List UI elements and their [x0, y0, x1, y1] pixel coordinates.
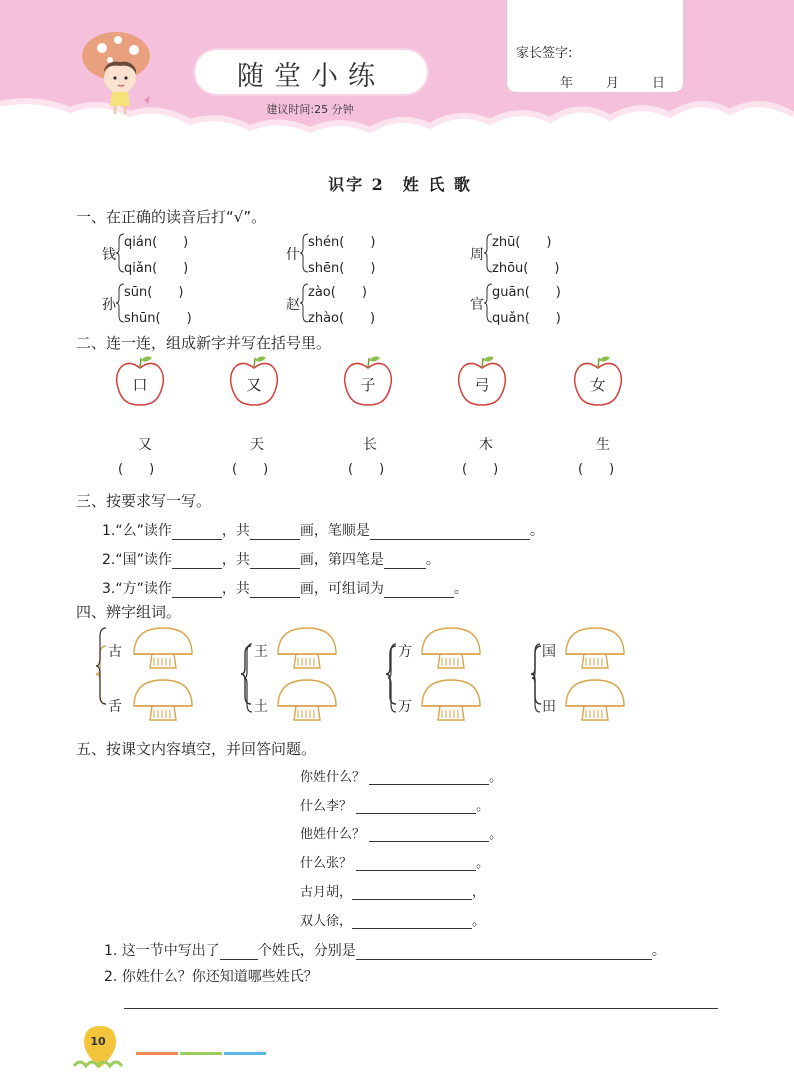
answer-blank[interactable]: [250, 525, 300, 540]
pinyin-option[interactable]: sūn( ): [124, 285, 184, 300]
poem-text: 。: [489, 827, 503, 842]
question-number: 1.: [102, 523, 116, 539]
group-char-bottom: 万: [398, 699, 412, 715]
pinyin-option[interactable]: qiǎn( ): [124, 261, 189, 276]
poem-text: ，: [472, 885, 486, 900]
group-char-top: 古: [108, 644, 122, 660]
lesson-title: 识字 2 姓 氏 歌: [328, 175, 472, 194]
poem-line: [300, 766, 502, 785]
group-char-top: 方: [398, 644, 412, 660]
answer-blank[interactable]: [250, 583, 300, 598]
question-text: ，共: [221, 581, 250, 597]
poem-line: [300, 881, 485, 900]
pinyin-option[interactable]: zào( ): [308, 285, 367, 300]
question-5-2: 2. 你姓什么？你还知道哪些姓氏？: [104, 969, 318, 985]
mushroom-icon: [274, 678, 340, 722]
date-day: 日: [652, 76, 666, 91]
group-char-bottom: 土: [254, 699, 268, 715]
answer-blank[interactable]: [384, 583, 454, 598]
date-year: 年: [560, 76, 574, 91]
part-char[interactable]: 又: [138, 437, 152, 453]
mushroom-icon: [130, 678, 196, 722]
apple-char[interactable]: 女: [590, 376, 606, 394]
part-char[interactable]: 天: [250, 437, 264, 453]
answer-paren[interactable]: ( ): [578, 462, 615, 477]
mushroom-icon: [562, 678, 628, 722]
pinyin-option[interactable]: zhào( ): [308, 311, 376, 326]
footer-stripe: [224, 1052, 266, 1055]
answer-blank[interactable]: [370, 525, 530, 540]
brace-icon: [244, 642, 254, 714]
question-text: 个姓氏，分别是: [257, 943, 356, 959]
pinyin-char: 钱: [102, 247, 116, 263]
answer-blank[interactable]: [369, 770, 489, 785]
poem-text: 什么张？: [300, 856, 353, 871]
answer-blank[interactable]: [352, 914, 472, 929]
answer-blank[interactable]: [384, 554, 426, 569]
part-char[interactable]: 木: [479, 437, 493, 453]
pinyin-option[interactable]: qián( ): [124, 235, 189, 250]
poem-text: 什么李？: [300, 799, 353, 814]
question-5-1: [104, 940, 666, 960]
poem-line: [300, 823, 502, 842]
apple-char[interactable]: 口: [132, 376, 148, 394]
mushroom-icon: [562, 626, 628, 670]
pinyin-option[interactable]: shén( ): [308, 235, 376, 250]
apple-char[interactable]: 子: [360, 376, 376, 394]
poem-text: 他姓什么？: [300, 827, 366, 842]
page-number: 10: [86, 1030, 110, 1054]
question-number: 2.: [102, 552, 116, 568]
poem-text: 。: [472, 914, 486, 929]
section2-heading: 二、连一连，组成新字并写在括号里。: [76, 334, 332, 352]
answer-blank[interactable]: [250, 554, 300, 569]
pinyin-option[interactable]: zhōu( ): [492, 261, 560, 276]
answer-blank[interactable]: [356, 856, 476, 871]
parent-sign-label: 家长签字:: [516, 46, 573, 61]
section1-heading: 一、在正确的读音后打“√”。: [76, 208, 267, 226]
answer-paren[interactable]: ( ): [462, 462, 499, 477]
brace-icon: [96, 624, 108, 708]
answer-blank[interactable]: [369, 827, 489, 842]
poem-text: 。: [476, 856, 490, 871]
poem-text: 。: [489, 770, 503, 785]
question-text: 。: [651, 943, 666, 959]
group-char-bottom: 舌: [108, 699, 122, 715]
poem-text: 。: [476, 799, 490, 814]
suggested-time: 建议时间:25 分钟: [266, 103, 354, 116]
group-char-bottom: 田: [542, 699, 556, 715]
question-3-1: [102, 520, 544, 540]
apple-char[interactable]: 弓: [474, 376, 490, 394]
answer-paren[interactable]: ( ): [232, 462, 269, 477]
poem-text: 古月胡，: [300, 885, 353, 900]
answer-line[interactable]: [124, 1008, 718, 1009]
question-text: 1. 这一节中写出了: [104, 943, 220, 959]
section3-heading: 三、按要求写一写。: [76, 492, 212, 510]
pinyin-char: 什: [286, 247, 300, 263]
answer-blank[interactable]: [220, 945, 258, 960]
poem-line: [300, 795, 489, 814]
pinyin-option[interactable]: quǎn( ): [492, 311, 561, 326]
section4-heading: 四、辨字组词。: [76, 603, 182, 621]
question-text: “方”读作: [115, 581, 172, 597]
footer-stripe: [180, 1052, 222, 1055]
page-title: 随堂小练: [237, 61, 385, 92]
apple-char[interactable]: 又: [246, 376, 262, 394]
answer-blank[interactable]: [172, 554, 222, 569]
part-char[interactable]: 长: [363, 437, 377, 453]
mushroom-icon: [274, 626, 340, 670]
question-3-3: [102, 578, 468, 598]
section5-heading: 五、按课文内容填空，并回答问题。: [76, 740, 317, 758]
pinyin-char: 孙: [102, 297, 116, 313]
question-text: 。: [425, 552, 440, 568]
group-char-top: 国: [542, 644, 556, 660]
answer-blank[interactable]: [356, 799, 476, 814]
question-text: 画，笔顺是: [299, 523, 370, 539]
answer-blank[interactable]: [356, 945, 652, 960]
answer-blank[interactable]: [172, 583, 222, 598]
question-text: 。: [529, 523, 544, 539]
poem-text: 双人徐，: [300, 914, 353, 929]
mushroom-icon: [418, 678, 484, 722]
answer-paren[interactable]: ( ): [118, 462, 155, 477]
poem-line: [300, 852, 489, 871]
poem-text: 你姓什么？: [300, 770, 366, 785]
question-text: 。: [453, 581, 468, 597]
group-char-top: 王: [254, 644, 268, 660]
part-char[interactable]: 生: [596, 437, 610, 453]
mushroom-girl-mascot: [78, 26, 168, 118]
pinyin-option[interactable]: shēn( ): [308, 261, 376, 276]
brace-icon: [532, 642, 542, 714]
pinyin-char: 官: [470, 297, 484, 313]
question-text: 画，第四笔是: [299, 552, 384, 568]
pinyin-option[interactable]: zhū( ): [492, 235, 552, 250]
footer-stripe: [136, 1052, 178, 1055]
answer-blank[interactable]: [172, 525, 222, 540]
answer-paren[interactable]: ( ): [348, 462, 385, 477]
pinyin-char: 赵: [286, 297, 300, 313]
pinyin-option[interactable]: guān( ): [492, 285, 561, 300]
question-text: ，共: [221, 523, 250, 539]
question-3-2: [102, 549, 440, 569]
question-text: “国”读作: [115, 552, 172, 568]
question-text: ，共: [221, 552, 250, 568]
mushroom-icon: [418, 626, 484, 670]
question-text: 画，可组词为: [299, 581, 384, 597]
pinyin-option[interactable]: shūn( ): [124, 311, 192, 326]
question-number: 3.: [102, 581, 116, 597]
sign-date: [560, 72, 698, 91]
answer-blank[interactable]: [352, 885, 472, 900]
question-text: “么”读作: [115, 523, 172, 539]
date-month: 月: [606, 76, 620, 91]
poem-line: [300, 910, 485, 929]
brace-icon: [388, 642, 398, 714]
pinyin-char: 周: [470, 247, 484, 263]
mushroom-icon: [130, 626, 196, 670]
